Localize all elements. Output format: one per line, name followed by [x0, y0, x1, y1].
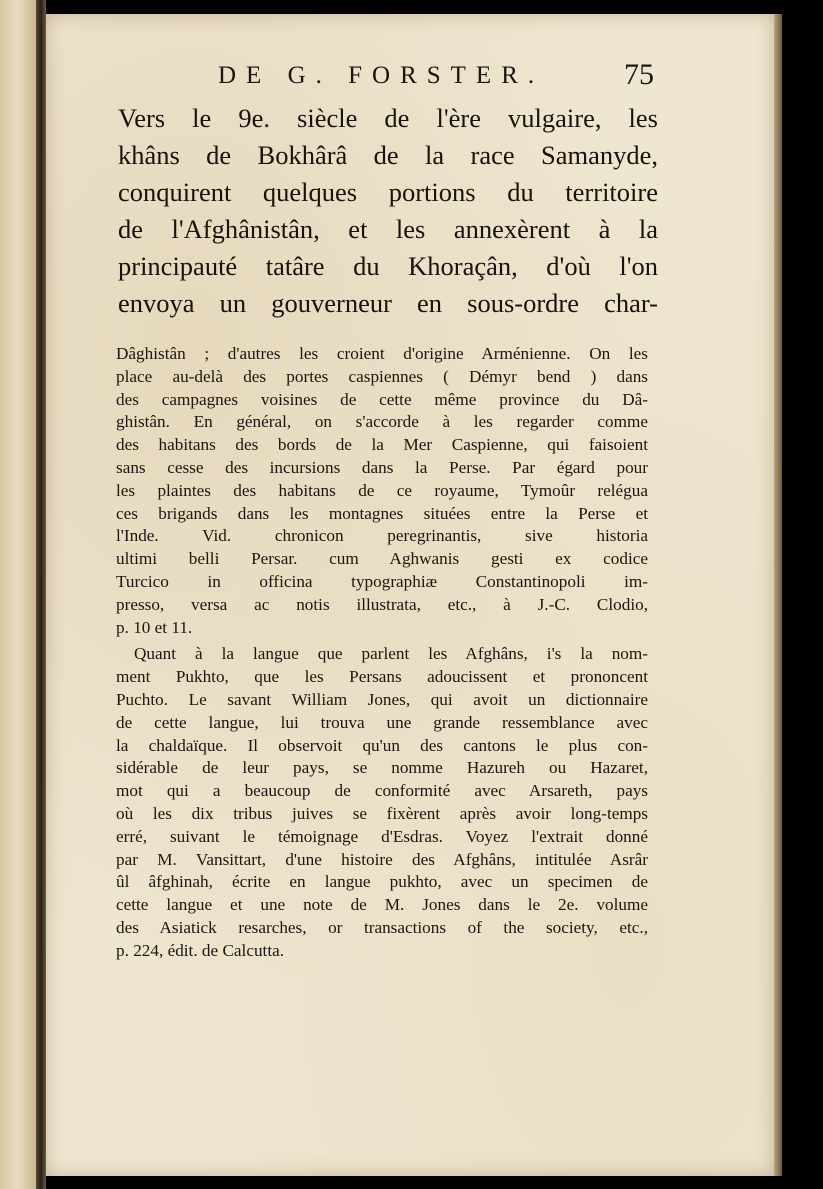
footnote-line: Puchto. Le savant William Jones, qui avoit un dictionnaire [116, 689, 648, 709]
footnote-line: par M. Vansittart, d'une histoire des Afghâns, intitulée Asrâr [116, 849, 648, 869]
footnote-line: cette langue et une note de M. Jones dans le 2e. volume [116, 895, 648, 915]
main-text-line: Vers le 9e. siècle de l'ère vulgaire, les [118, 103, 658, 133]
footnote-line: les plaintes des habitans de ce royaume, Tymoûr relégua [116, 480, 648, 500]
main-text-block [118, 100, 658, 322]
footnote-line: sidérable de leur pays, se nomme Hazureh ou Hazaret, [116, 758, 648, 778]
footnote-line: mot qui a beaucoup de conformité avec Arsareth, pays [116, 781, 648, 801]
main-text-line: envoya un gouverneur en sous-ordre char- [118, 288, 658, 318]
footnote-line: la chaldaïque. Il observoit qu'un des cantons le plus con- [116, 735, 648, 755]
page-header [170, 58, 670, 98]
footnote-line: sans cesse des incursions dans la Perse. Par égard pour [116, 457, 648, 477]
footnote-paragraph-2 [116, 643, 648, 962]
footnote-line: place au-delà des portes caspiennes ( Démyr bend ) dans [116, 366, 648, 386]
footnote-line: p. 10 et 11. [116, 617, 193, 637]
footnote-block [116, 343, 648, 963]
footnote-line: Dâghistân ; d'autres les croient d'origine Arménienne. On les [116, 344, 648, 363]
footnote-line: des Asiatick resarches, or transactions of the society, etc., [116, 917, 648, 937]
footnote-line: des campagnes voisines de cette même province du Dâ- [116, 389, 648, 409]
book-gutter [36, 0, 46, 1189]
footnote-line: ces brigands dans les montagnes situées entre la Perse et [116, 503, 648, 523]
footnote-line: p. 224, édit. de Calcutta. [116, 940, 285, 960]
main-text-line: principauté tatâre du Khoraçân, d'où l'on [118, 251, 658, 281]
footnote-line: ghistân. En général, on s'accorde à les regarder comme [116, 412, 648, 432]
page-edge-right [774, 14, 782, 1176]
running-head: DE G. FORSTER. [218, 62, 545, 89]
footnote-line: des habitans des bords de la Mer Caspienne, qui faisoient [116, 435, 648, 455]
footnote-line: presso, versa ac notis illustrata, etc., à J.-C. Clodio, [116, 594, 648, 614]
footnote-line: l'Inde. Vid. chronicon peregrinantis, sive historia [116, 526, 648, 546]
footnote-line: erré, suivant le témoignage d'Esdras. Voyez l'extrait donné [116, 826, 648, 846]
footnote-line: de cette langue, lui trouva une grande ressemblance avec [116, 712, 648, 732]
footnote-line: où les dix tribus juives se fixèrent après avoir long-temps [116, 803, 648, 823]
page-number: 75 [624, 58, 654, 91]
footnote-line: ûl âfghinah, écrite en langue pukhto, avec un specimen de [116, 872, 648, 892]
main-text-line: khâns de Bokhârâ de la race Samanyde, [118, 140, 658, 170]
main-text-line: de l'Afghânistân, et les annexèrent à la [118, 214, 658, 244]
footnote-paragraph-1 [116, 343, 648, 639]
footnote-line: Quant à la langue que parlent les Afghâns, i's la nom- [134, 644, 648, 664]
footnote-line: Turcico in officina typographiæ Constantinopoli im- [116, 571, 648, 591]
footnote-line: ment Pukhto, que les Persans adoucissent et prononcent [116, 667, 648, 687]
footnote-line: ultimi belli Persar. cum Aghwanis gesti ex codice [116, 549, 648, 569]
main-text-line: conquirent quelques portions du territoire [118, 177, 658, 207]
